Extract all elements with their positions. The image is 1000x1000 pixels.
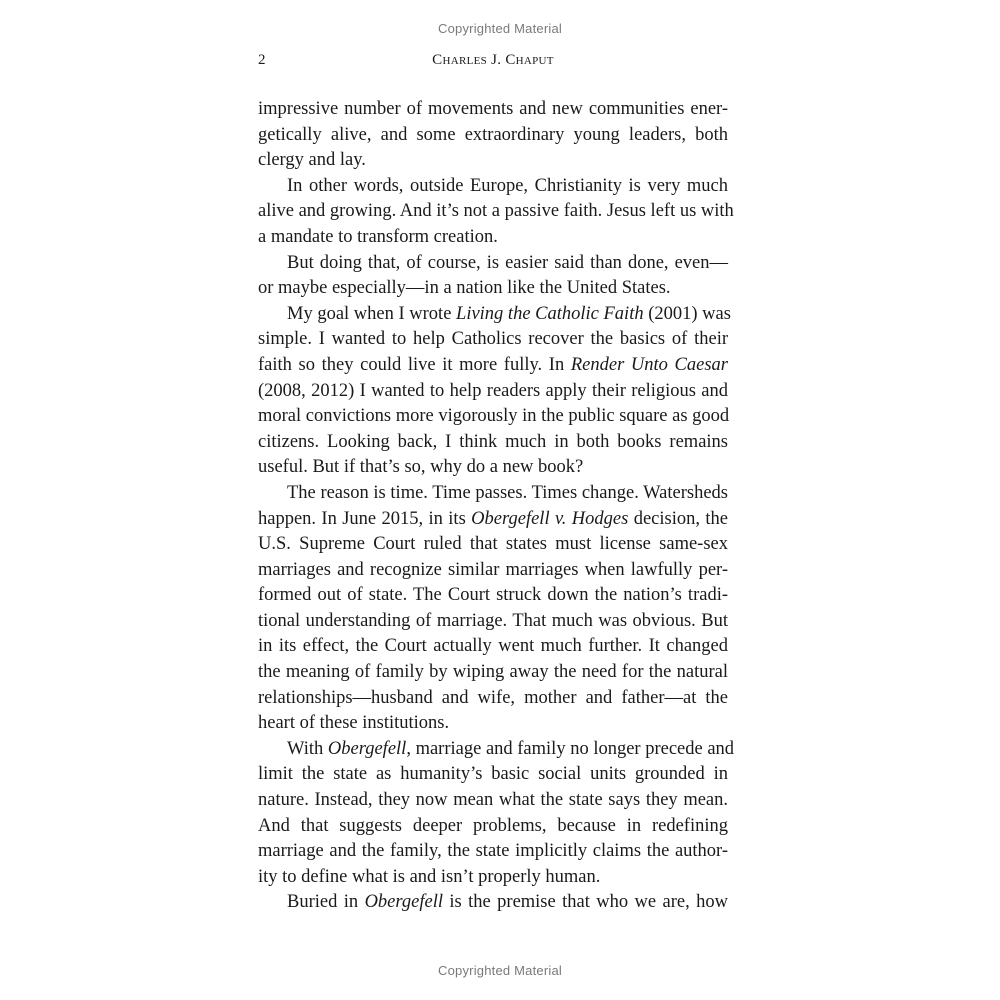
text-line-roman: ity to define what is and isn’t properly human. (258, 866, 601, 887)
text-line-roman: useful. But if that’s so, why do a new book? (258, 457, 584, 478)
text-line-roman: impressive number of movements and new communities ener- (258, 99, 728, 119)
copyright-watermark-bottom: Copyrighted Material (438, 963, 562, 978)
text-line-roman: faith so they could live it more fully. In (258, 354, 571, 375)
text-line (258, 353, 728, 379)
text-line-italic: Obergefell (364, 892, 443, 913)
text-line (258, 225, 728, 251)
text-line (258, 890, 728, 916)
text-line (258, 865, 728, 891)
text-line-roman: And that suggests deeper problems, because in redefining (258, 815, 728, 836)
text-line-roman: The reason is time. Time passes. Times change. Watersheds (287, 482, 728, 503)
text-line (258, 558, 728, 584)
text-line (258, 379, 728, 405)
text-line (258, 762, 728, 788)
text-line (258, 839, 728, 865)
text-line (258, 455, 728, 481)
text-line-roman: moral convictions more vigorously in the public square as good (258, 406, 730, 427)
text-line-italic: Render Unto Caesar (570, 354, 728, 375)
running-head-author: Charles J. Chaput (432, 52, 554, 68)
text-line-roman-tail: , marriage and family no longer precede and (406, 738, 735, 759)
text-line-roman: Buried in (287, 892, 365, 913)
text-line (258, 532, 728, 558)
text-line (258, 711, 728, 737)
text-line (258, 404, 728, 430)
text-line (258, 634, 728, 660)
page-number: 2 (258, 52, 266, 68)
text-line-roman: or maybe especially—in a nation like the United States. (258, 278, 671, 299)
text-line-roman: relationships—husband and wife, mother and father—at the (258, 687, 728, 708)
body-text (258, 97, 735, 916)
text-line-roman: limit the state as humanity’s basic social units grounded in (258, 764, 728, 785)
text-line-roman: alive and growing. And it’s not a passive faith. Jesus left us with (258, 201, 734, 222)
text-line (258, 97, 728, 123)
copyright-watermark-top: Copyrighted Material (438, 21, 562, 36)
text-line (258, 660, 728, 686)
text-line (258, 327, 728, 353)
text-line-roman: (2008, 2012) I wanted to help readers apply their religious and (258, 380, 728, 401)
text-line (258, 788, 728, 814)
text-line-roman: formed out of state. The Court struck down the nation’s tradi- (258, 585, 728, 606)
text-line (258, 609, 728, 635)
text-line-roman: a mandate to transform creation. (258, 226, 498, 247)
text-line (258, 251, 728, 277)
text-line-roman: My goal when I wrote (287, 303, 457, 324)
text-line-roman: citizens. Looking back, I think much in both books remains (258, 431, 728, 452)
text-line (258, 276, 728, 302)
text-line (258, 814, 728, 840)
text-line (258, 583, 728, 609)
text-line-roman: nature. Instead, they now mean what the state says they mean. (258, 790, 728, 811)
running-head (258, 52, 728, 70)
text-line-roman: clergy and lay. (258, 150, 366, 171)
text-line-roman: U.S. Supreme Court ruled that states must license same-sex (258, 534, 728, 555)
text-line-roman: heart of these institutions. (258, 713, 450, 734)
text-line (258, 737, 735, 763)
text-line-roman: tional understanding of marriage. That much was obvious. But (258, 610, 728, 631)
text-line-roman: marriages and recognize similar marriages when lawfully per- (258, 559, 728, 580)
text-line-roman: marriage and the family, the state implicitly claims the author- (258, 841, 728, 862)
text-line-roman: With (287, 738, 328, 759)
text-line (258, 302, 731, 328)
text-line-roman: happen. In June 2015, in its (258, 508, 472, 529)
text-line-italic: Living the Catholic Faith (456, 303, 644, 324)
text-line (258, 174, 728, 200)
text-line (258, 199, 734, 225)
text-line-roman-tail: decision, the (628, 508, 728, 529)
text-line-roman-tail: (2001) was (643, 303, 731, 324)
text-line (258, 430, 728, 456)
text-line-roman: simple. I wanted to help Catholics recover the basics of their (258, 329, 728, 350)
text-line (258, 686, 728, 712)
text-line (258, 481, 728, 507)
text-line-roman: in its effect, the Court actually went much further. It changed (258, 636, 728, 657)
text-line-italic: Obergefell v. Hodges (471, 508, 629, 529)
text-line (258, 507, 728, 533)
text-line-italic: Obergefell (327, 738, 407, 759)
text-line-roman-tail: is the premise that who we are, how (443, 892, 728, 913)
text-line-roman: But doing that, of course, is easier said than done, even— (287, 252, 728, 273)
text-line (258, 123, 728, 149)
text-line-roman: getically alive, and some extraordinary young leaders, both (258, 124, 728, 145)
text-line-roman: In other words, outside Europe, Christianity is very much (287, 175, 728, 196)
text-line-roman: the meaning of family by wiping away the need for the natural (258, 662, 728, 683)
text-line (258, 148, 728, 174)
